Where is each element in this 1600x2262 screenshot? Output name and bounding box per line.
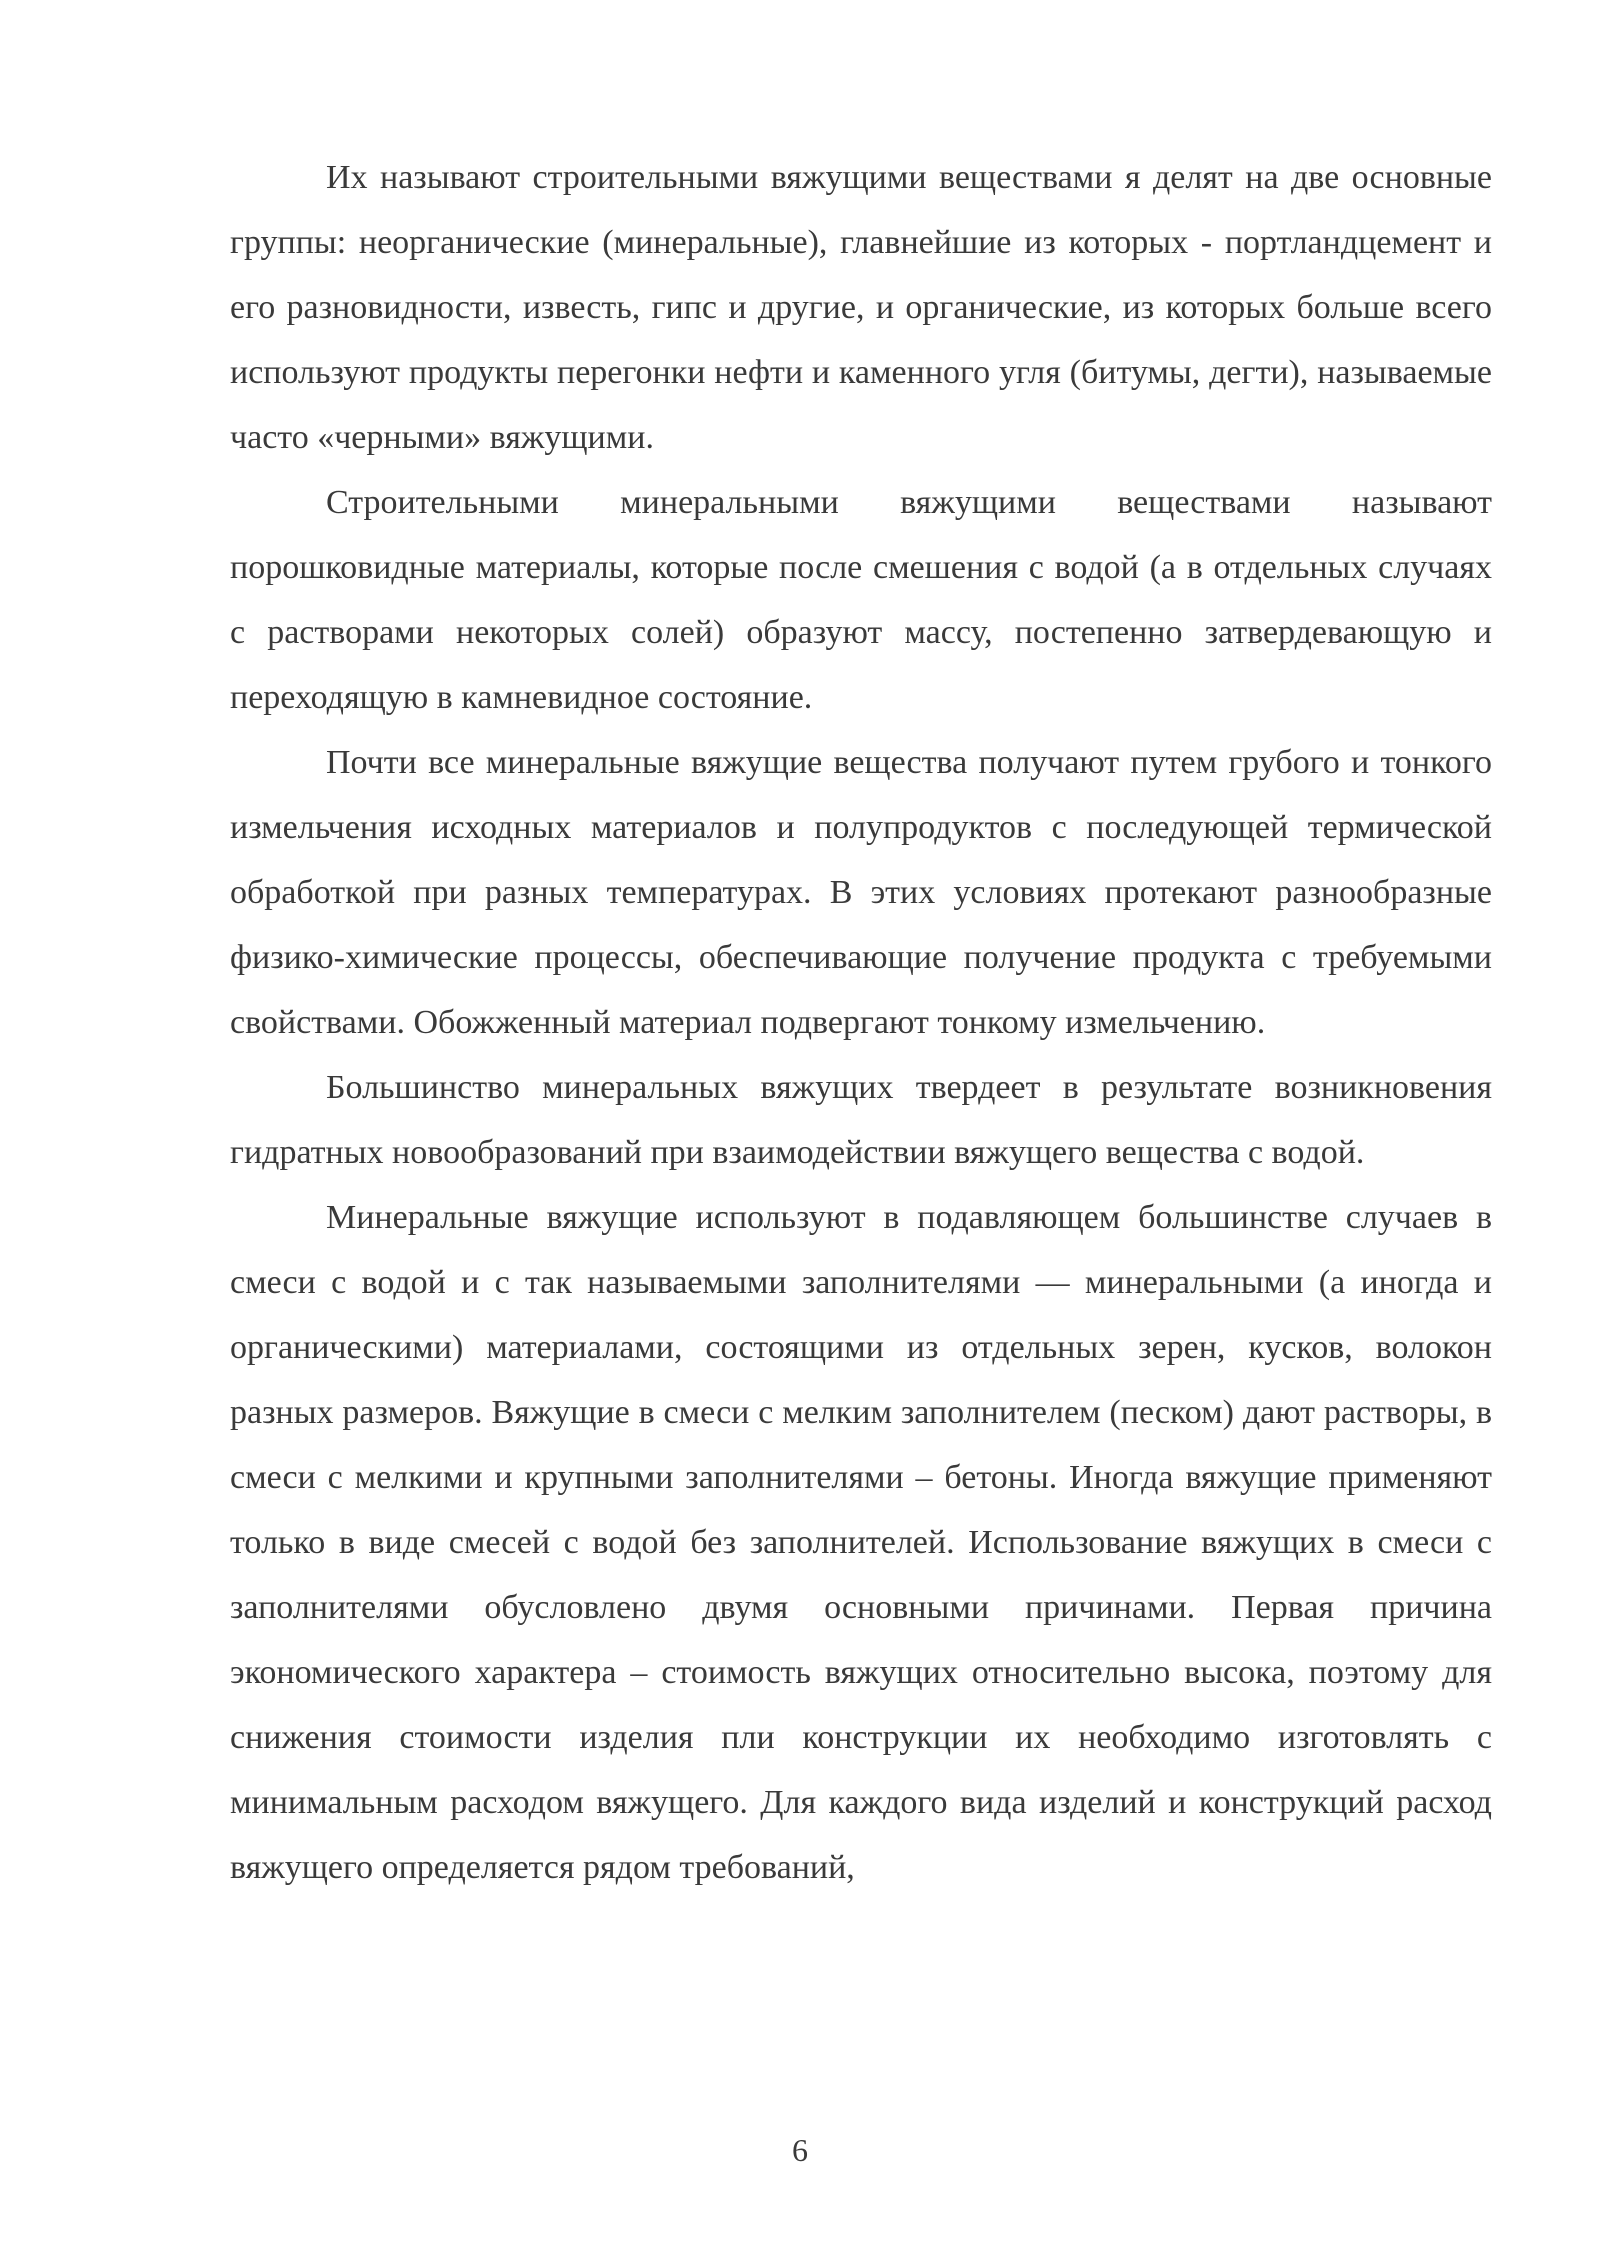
paragraph-binder-hardening: Большинство минеральных вяжущих твердеет в результате возникновения гидратных новообразований при взаимодействии вяжущего вещества с водой. bbox=[230, 1069, 1492, 1171]
paragraph-binder-production: Почти все минеральные вяжущие вещества получают путем грубого и тонкого измельчения исходных материалов и полупродуктов с последующей термической обработкой при разных температурах. В этих условиях протекают разнообразные физико-химические процессы, обеспечивающие получение продукта с требуемыми свойствами. Обожженный материал подвергают тонкому измельчению. bbox=[230, 744, 1492, 1041]
paragraph-binder-usage: Минеральные вяжущие используют в подавляющем большинстве случаев в смеси с водой и с так называемыми заполнителями — минеральными (а иногда и органическими) материалами, состоящими из отдельных зерен, кусков, волокон разных размеров. Вяжущие в смеси с мелким заполнителем (песком) дают растворы, в смеси с мелкими и крупными заполнителями – бетоны. Иногда вяжущие применяют только в виде смесей с водой без заполнителей. Использование вяжущих в смеси с заполнителями обусловлено двумя основными причинами. Первая причина экономического характера – стоимость вяжущих относительно высока, поэтому для снижения стоимости изделия пли конструкции их необходимо изготовлять с минимальным расходом вяжущего. Для каждого вида изделий и конструкций расход вяжущего определяется рядом требований, bbox=[230, 1199, 1492, 1886]
page-number: 6 bbox=[792, 2132, 808, 2168]
document-body bbox=[230, 145, 1492, 1900]
paragraph-mineral-binders-definition: Строительными минеральными вяжущими веществами называют порошковидные материалы, которые после смешения с водой (а в отдельных случаях с растворами некоторых солей) образуют массу, постепенно затвердевающую и переходящую в камневидное состояние. bbox=[230, 484, 1492, 716]
paragraph-binder-groups: Их называют строительными вяжущими веществами я делят на две основные группы: неорганические (минеральные), главнейшие из которых - портландцемент и его разновидности, известь, гипс и другие, и органические, из которых больше всего используют продукты перегонки нефти и каменного угля (битумы, дегти), называемые часто «черными» вяжущими. bbox=[230, 159, 1492, 456]
